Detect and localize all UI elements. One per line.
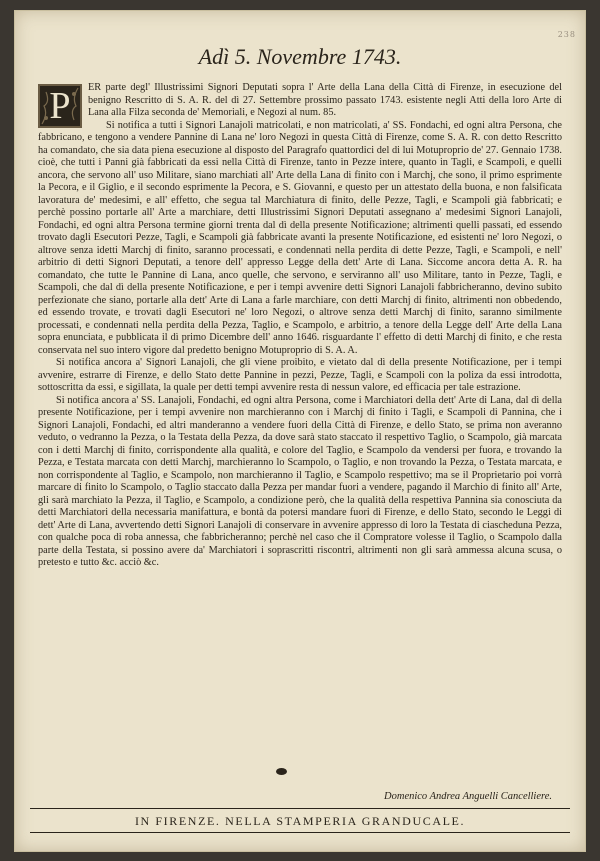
paragraph-notice-3: Si notifica ancora a' SS. Lanajoli, Fondachi, ed ogni altra Persona, come i Marchiatori della dett' Arte di Lana, dal dì della presente Notificazione, per i tempi avvenire non marchieranno con i Marchj di finito i Tagli, e Scampoli di Pannina, che i Signori Lanajoli, Fondachi, ed altri manderanno a vendere fuori della Città di Firenze, e dello Stato, se prima non averanno veduto, o vedranno la Pezza, o la Testata della Pezza, da dove sarà stato staccato il respettivo Taglio, o Scampolo, già marcata con i detti Marchj di finito, corrispondente alla qualità, e colore del Taglio, e Scampolo da vendersi per fuora, e trovando la Pezza, e Testata marcata con detti Marchj, marchieranno lo Scampolo, o Taglio, e non trovando la Pezza, o Testata marcata, e non corrispondente al Taglio, e Scampolo, non marchieranno il Taglio, e Scampolo respettivo; ma se il Proprietario poi vorrà marcare di finito lo Scampolo, o Taglio staccato dalla Pezza per mandar fuori a vendere, pagando il Marchio di finito all' Arte, gli sarà marchiato la Pezza, il Taglio, e Scampolo, a condizione però, che la qualità della respettiva Pannina sia conosciuta da detti Marchiatori della necessaria manifattura, e bontà da potersi mandare fuori di Firenze, e dello Stato, secondo le Leggi di dett' Arte di Lana, avvertendo detti Signori Lanajoli di conservare in avvenire appresso di loro la Testata di ciascheduna Pezza, con qualche poca di roba annessa, che fabbricheranno; perchè nel caso che il Compratore volesse il Taglio, o Scampolo dalla parte della Testata, si possino avere da' Marchiatori i soprascritti riscontri, altrimenti non gli sarà ammessa alcuna scusa, o pretesto e tutto &c. acciò &c. bbox=[38, 394, 562, 568]
document-date: Adì 5. Novembre 1743. bbox=[198, 44, 402, 69]
ink-blot bbox=[276, 768, 287, 775]
paragraph-notice-1: Si notifica a tutti i Signori Lanajoli matricolati, e non matricolati, a' SS. Fondachi, ed ogni altra Persona, che fabbricano, e tengono a vendere Pannine di Lana ne' loro Negozi in questa Città di Firenze, come S. A. R. con detto Rescritto ha comandato, che sia data piena esecuzione al disposto del Paragrafo quattordici del di lui Motuproprio de' 27. Gennaio 1738. cioè, che tutti i Panni già fabbricati da essi nella Città di Firenze, tanto in Pezze intere, quanto in Tagli, e Scampoli, e quelli ancora, che servono all' uso Militare, siano marchiati all' Arte della Lana di finito con i Marchj, che sono, il primo esprimente la Pecora, e il Giglio, e il secondo esprimente la Pecora, e S. Giovanni, e questo per un attestato della buona, e non falsificata lavoratura de' medesimi, e all' effetto, che segua tal Marchiatura di finito, delle Pezze, Tagli, e Scampoli già fabbricati; e perchè possino portarle all' Arte a marchiare, detti Illustrissimi Signori Deputati assegnano a' medesimi Signori Lanajoli, Fondachi, ed ogni altra Persona termine giorni trenta dal dì della presente Notificazione; altrimenti quelli passati, ed essendo trovato dagli Esecutori Pezze, Tagli, e Scampoli già fabbricate avanti la presente Notificazione, ed esistenti ne' loro Negozi, o altrove senza idetti Marchj di finito, saranno processati, e condennati nella perdita di dette Pezze, Tagli, e Scampoli, e nell' arbitrio di detti Signori Deputati, a tenore dell' appresso Legge della dett' Arte di Lana. Siccome ancora detta A. R. ha comandato, che tutte le Pannine di Lana, anco quelle, che servono, e serviranno all' uso Militare, tanto in Pezze, Tagli, e Scampoli, che dal dì della presente Notificazione, e per i tempi avvenire detti Signori Lanajoli fabbricheranno, devino subito perfezionate che siano, portarle alla dett' Arte di Lana a farle marchiare, con detti Marchj di finito, altrimenti non obbedendo, ed essendo trovate, e trovati dagli Esecutori ne' loro Negozi, o altrove senza detti Marchj di finito, saranno similmente processati, e condennati nella perdita della Pezza, Taglio, e Scampolo, e arbitrio, a tenore della Legge dell' Arte della Lana sopra enunciata, e pubblicata il dì primo Dicembre dell' anno 1646. risguardante l' effetto di detti Marchj di finito, e che resta conservata nel suo intero vigore dal predetto benigno Motuproprio di S. A. A. bbox=[38, 119, 562, 356]
printer-imprint: IN FIRENZE. NELLA STAMPERIA GRANDUCALE. bbox=[134, 814, 466, 828]
folio-number: 238 bbox=[557, 30, 576, 39]
paragraph-text: ER parte degl' Illustrissimi Signori Deputati sopra l' Arte della Lana della Città di Firenze, in esecuzione del benigno Rescritto di S. A. R. del dì 27. Settembre prossimo passato 1743. esistente negli Atti della loro Arte di Lana alla Filza seconda de' Memoriali, e Negozi al num. 85. bbox=[88, 82, 562, 118]
paragraph-intro bbox=[38, 82, 562, 127]
document-body bbox=[38, 82, 562, 570]
decorated-initial bbox=[38, 84, 82, 128]
initial-letter: P bbox=[49, 85, 71, 127]
document-page bbox=[14, 10, 586, 852]
bottom-rule bbox=[30, 832, 570, 833]
top-rule bbox=[30, 808, 570, 809]
signature: Domenico Andrea Anguelli Cancelliere. bbox=[384, 791, 552, 802]
paragraph-notice-2: Si notifica ancora a' Signori Lanajoli, che gli viene proibito, e vietato dal dì della presente Notificazione, per i tempi avvenire, estrarre di Firenze, e dello Stato dette Pannine in pezzi, Pezze, Tagli, e Scampoli con la poliza da essi introdotta, sottoscritta da essi, e sigillata, la quale per detti tempi avvenire resta di nessun valore, ed efficacia per tale estrazione. bbox=[38, 357, 562, 393]
